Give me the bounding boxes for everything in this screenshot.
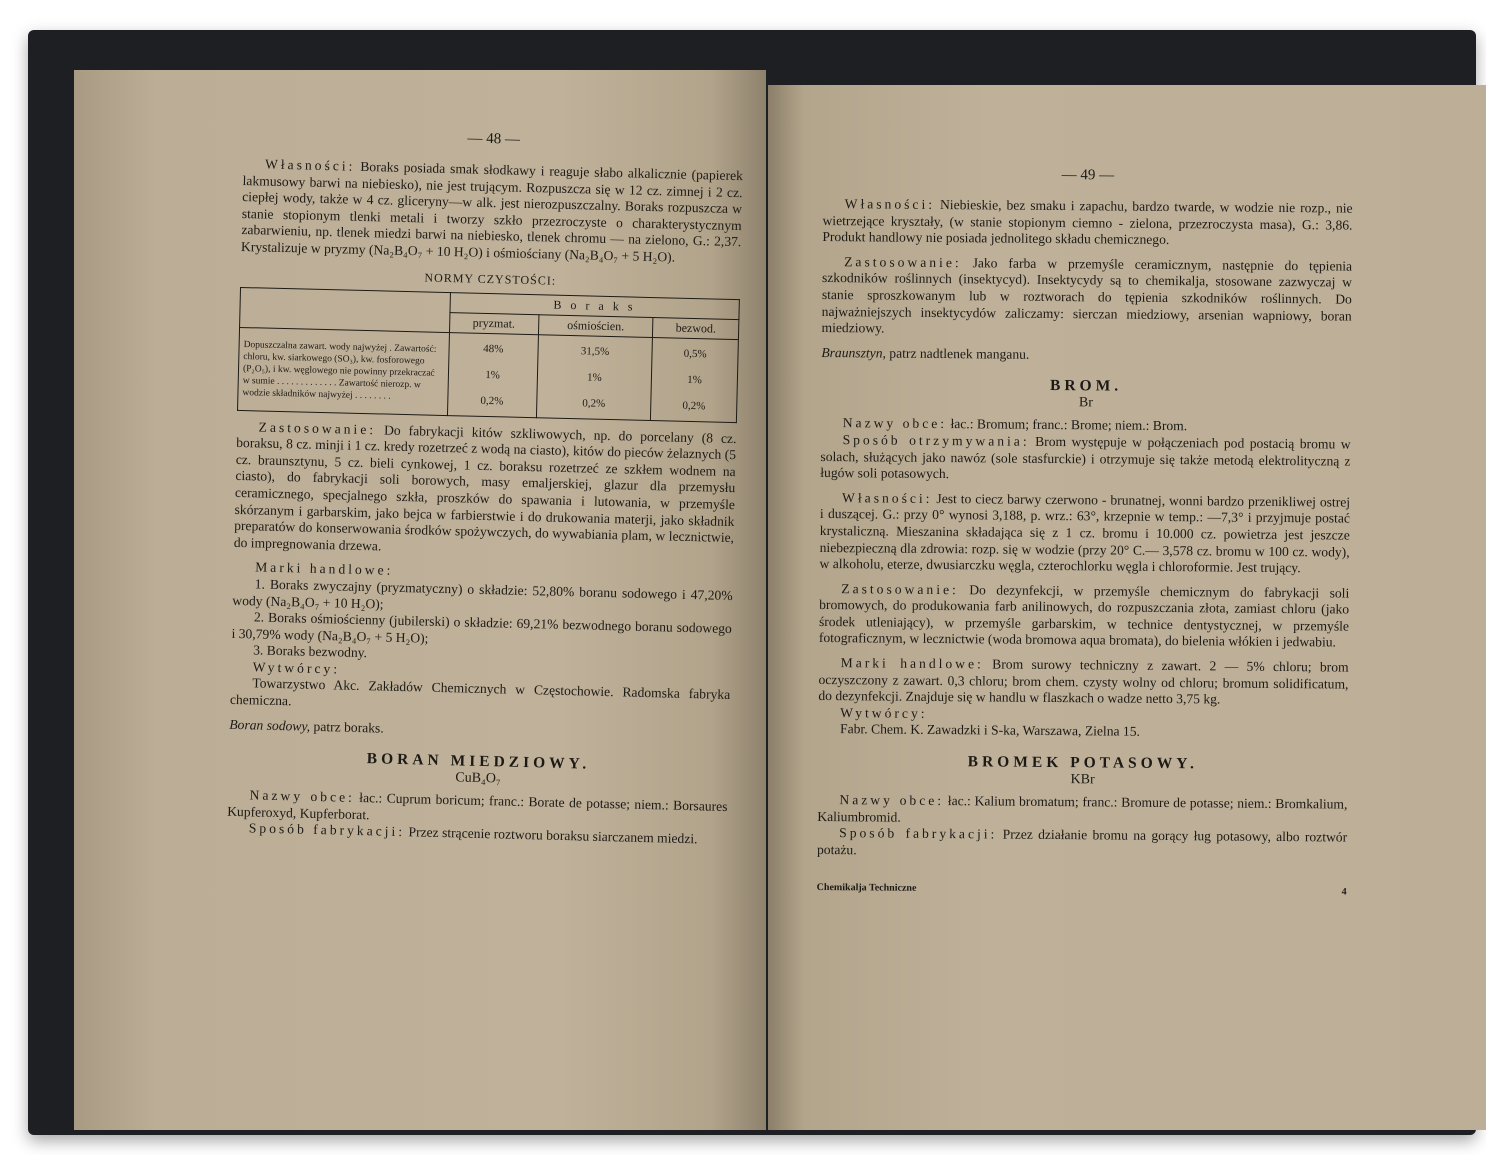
producers-text: Fabr. Chem. K. Zawadzki i S-ka, Warszawa, Zielna 15. [840,721,1141,740]
section-label: Sposób otrzymywania: [842,432,1030,449]
table-value: 0,5% [683,347,707,360]
table-description: Dopuszczalna zawart. wody najwyżej . Zawartość: chloru, kw. siarkowego (SO₃), kw. fosforowego (P₂O₅), i kw. węglowego nie powinny przekraczać w sumie . . . . . . . . . . . . . Zawartość nierozp. w wodzie składników najwyżej . . . . . . . . [238,327,450,415]
table-cell [651,337,739,422]
section-text: Przez działanie bromu na gorący ług potasowy, albo roztwór potażu. [816,826,1348,858]
producers-label: Wytwórcy: [840,705,928,721]
table-value: 0,2% [480,394,504,407]
table-cell [447,332,538,417]
page-number: — 49 — [1061,167,1115,184]
table-corner [240,287,450,332]
norms-title: NORMY CZYSTOŚCI: [424,270,557,288]
right-page [768,85,1486,1130]
chemical-formula: CuB₄O₇ [455,770,502,787]
table-value: 0,2% [582,396,606,410]
reference-term: Boran sodowy, [229,716,311,734]
cross-reference [229,716,729,745]
table-column-header: ośmiościen. [538,314,653,337]
method-paragraph [820,432,1350,486]
section-label: Własności: [264,156,356,174]
section-text: Brom surowy techniczny z zawart. 2 — 5% chloru; brom oczyszczony z zawart. 0,3 chloru; brom chem. czysty wolny od chloru; bromum solidificatum, do dezynfekcji. Znajduje się w handlu w flaszkach o wadze netto 3,75 kg. [818,656,1349,707]
table-value: 1% [586,371,602,384]
table-column-header: bezwod. [653,317,739,339]
section-label: Zastosowanie: [258,419,377,437]
section-label: Zastosowanie: [844,253,962,270]
section-text: łac.: Cuprum boricum; franc.: Borate de potasse; niem.: Borsaures Kupferoxyd, Kupferborat. [227,790,728,823]
section-label: Marki handlowe: [840,655,984,672]
usage-paragraph [819,581,1350,652]
signature-mark: 4 [1341,886,1347,899]
right-page-content [817,165,1353,898]
table-cell [536,334,653,420]
table-value: 1% [687,373,703,386]
section-label: Sposób fabrykacji: [839,825,998,842]
section-text: Niebieskie, bez smaku i zapachu, bardzo twarde, w wodzie nie rozp., nie wietrzejące kryształy, (w stanie stopionym ciemno - zielona, przezroczysta masa), G.: 3,86. Produkt handlowy nie posiada jednolitego składu chemicznego. [822,197,1353,248]
table-value: 31,5% [580,344,610,358]
page-number: — 48 — [467,130,521,148]
section-label: Nazwy obce: [249,787,356,806]
chemical-formula: KBr [1070,772,1095,788]
producers-text: Towarzystwo Akc. Zakładów Chemicznych w Częstochowie. Radomska fabryka chemiczna. [229,675,731,709]
section-text: Boraks posiada smak słodkawy i reaguje słabo alkalicznie (papierek lakmusowy barwi na niebiesko), nie jest trującym. Rozpuszcza się w 12 cz. zimnej i 2 cz. ciepłej wody, także w 4 cz. gliceryny—w alk. jest nierozpuszczalny. Boraks rozpuszcza w stanie stopionym tlenki metali i tworzy szkło przezroczyste o charakterystycznym zabarwieniu, np. tlenek miedzi barwi na niebiesko, tlenek chromu — na zielono, G.: 2,37. Krystalizuje w pryzmy (Na₂B₄O₇ + 10 H₂O) i ośmiościany (Na₂B₄O₇ + 5 H₂O). [240,158,744,265]
list-item: 3. Boraks bezwodny. [252,642,368,661]
cross-reference [821,345,1351,366]
producers-label: Wytwórcy: [252,659,341,677]
section-label: Zastosowanie: [841,580,959,597]
table-value: 1% [485,368,501,381]
book-cover [28,30,1476,1135]
properties-paragraph [819,490,1350,578]
purity-norms-table [237,287,740,423]
foreign-names-paragraph [817,792,1347,830]
section-text: łac.: Kalium bromatum; franc.: Bromure de potasse; niem.: Bromkalium, Kaliumbromid. [817,793,1348,825]
entry-heading: BROM. [1049,377,1123,395]
section-label: Własności: [844,196,936,212]
method-paragraph [817,825,1347,863]
reference-term: Braunsztyn, [821,344,887,361]
table-value: 0,2% [682,399,706,412]
table-column-header: pryzmat. [449,312,539,334]
properties-paragraph [822,196,1352,250]
entry-heading: BROMEK POTASOWY. [967,753,1198,773]
usage-paragraph [822,254,1353,342]
section-text: Brom występuje w połączeniach pod postacią bromu w solach, służących jako nawóz (sole stasfurckie) i otrzymuje się także metodą elektrolityczną z ługów soli potasowych. [820,433,1351,482]
section-text: łac.: Bromum; franc.: Brome; niem.: Brom. [950,416,1188,434]
page-footer [817,882,1347,898]
section-text: Do dezynfekcji, w przemyśle chemicznym do fabrykacji soli bromowych, do produkowania farb anilinowych, do rozpuszczania złota, zamiast chloru (jako środek utleniający), w przemyśle garbarskim, w technice dentystycznej, w przemyśle fotograficznym, w lecznictwie (woda bromowa aqua bromata), do bielenia włókien i jedwabiu. [818,581,1350,650]
section-text: Jest to ciecz barwy czerwono - brunatnej, wonni bardzo przenikliwej ostrej i duszącej. G.: przy 0° wynosi 3,188, p. wrz.: 63°, krzepnie w temp.: —7,3° i przyjmuje postać krystaliczną. Mieszanina składająca się z 1 cz. bromu i 10.000 cz. powietrza jest jeszcze niebezpieczną dla zdrowia: rozp. się w wodzie (przy 20° C.— 3,578 cz. bromu w 100 cz. wody), w alkoholu, eterze, dwusiarczku węgla, czterochlorku węgla i chloroformie. Jest trujący. [819,490,1351,576]
section-text: Jako farba w przemyśle ceramicznym, następnie do tępienia szkodników roślinnych (insektycyd). Insektycydy są to chemikalja, stosowane zazwyczaj w stanie sproszkowanym lub w roztworach do tępienia szkodników roślinnych. Do najważniejszych insektycydów zaliczamy: sierczan miedziowy, arsenian wapniowy, boran miedziowy. [821,255,1353,336]
section-label: Sposób fabrykacji: [248,820,406,840]
section-label: Nazwy obce: [842,415,948,432]
reference-target: patrz nadtlenek manganu. [889,345,1030,362]
properties-paragraph [241,156,743,268]
table-group-header: B o r a k s [450,292,740,319]
usage-paragraph [234,418,737,563]
list-item: 1. Boraks zwyczajny (pryzmatyczny) o składzie: 52,80% boranu sodowego i 47,20% wody (Na₂B₄O₇ + 10 H₂O); [232,576,733,612]
brands-paragraph [818,655,1348,709]
left-page-content [227,125,744,849]
section-text: Do fabrykacji kitów szkliwowych, np. do porcelany (8 cz. boraksu, 8 cz. minji i 1 cz. kredy rozetrzeć z wodą na ciasto), kitów do pieców żelaznych (5 cz. braunsztynu, 5 cz. bieli cynkowej, 1 cz. boraksu rozetrzeć ze szkłem wodnem na ciasto), do fabrykacji soli borowych, masy emaljerskiej, glazur dla przemysłu ceramicznego, specjalnego szkła, proszków do spawania i lutowania, w przemyśle skórzanym i garbarskim, jako bejca w farbierstwie i do drukowania materji, jako składnik preparatów do konserwowania środków spożywczych, do wywabiania plam, w lecznictwie, do impregnowania drzewa. [233,422,737,554]
section-text: Przez strącenie roztworu boraksu siarczanem miedzi. [408,824,698,847]
brands-label: Marki handlowe: [255,559,394,579]
footer-title: Chemikalja Techniczne [816,882,917,895]
section-label: Nazwy obce: [839,792,945,809]
reference-target: patrz boraks. [313,718,384,736]
left-page [74,70,766,1130]
chemical-formula: Br [1078,395,1093,411]
section-label: Własności: [842,489,933,506]
table-value: 48% [483,342,504,355]
entry-heading: BORAN MIEDZIOWY. [366,750,591,773]
list-item: 2. Boraks ośmiościenny (jubilerski) o składzie: 69,21% bezwodnego boranu sodowego i 30,79% wody (Na₂B₄O₇ + 5 H₂O); [231,609,733,646]
